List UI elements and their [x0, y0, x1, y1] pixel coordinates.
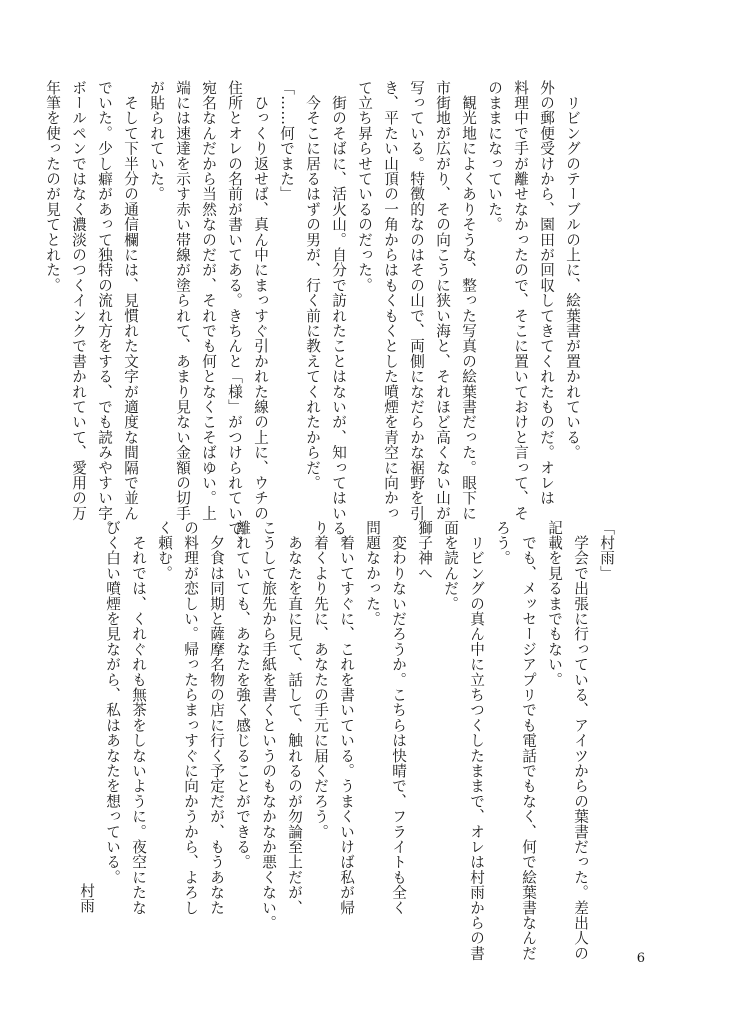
text-line: のままになっていた。 [486, 80, 503, 232]
bottom-text-block [73, 520, 619, 961]
text-line: 端には速達を示す赤い帯線が塗られて、あまり見ない金額の切手 [174, 80, 191, 521]
text-line: 離れていても、あなたを強く感じることができる。 [234, 520, 251, 870]
text-line: り着くより先に、あなたの手元に届くだろう。 [312, 520, 329, 840]
text-line: 料理中で手が離せなかったので、そこに置いておけと言って、そ [512, 80, 529, 521]
text-line: 問題なかった。 [364, 520, 381, 627]
signature: 村雨 [78, 882, 95, 913]
text-line: それでは、くれぐれも無茶をしないように。夜空にたな [130, 520, 147, 916]
text-line: 夕食は同期と薩摩名物の店に行く予定だが、もうあなた [208, 520, 225, 916]
text-line: て立ち昇らせているのだった。 [356, 80, 373, 293]
text-line: 学会で出張に行っている、アイツからの葉書だった。差出人の [572, 520, 589, 961]
text-line: 獅子神へ [416, 520, 433, 581]
text-line: 変わりないだろうか。こちらは快晴で、フライトも全く [390, 520, 407, 916]
text-line: が貼られていた。 [148, 80, 165, 202]
text-line: 「村雨」 [598, 520, 615, 581]
text-line: でいた。少し癖があって独特の流れ方をする、でも読みやすい字。 [96, 80, 113, 536]
text-line: あなたを直に見て、話して、触れるのが勿論至上だが、 [286, 520, 303, 916]
text-line: 住所とオレの名前が書いてある。きちんと「様」がつけられていて、 [226, 80, 243, 552]
text-line: 着いてすぐに、これを書いている。うまくいけば私が帰 [338, 520, 355, 916]
text-line: 街のそばに、活火山。自分で訪れたことはないが、知ってはいる。 [330, 80, 347, 552]
text-line: 宛名なんだから当然なのだが、それでも何となくこそばゆい。上 [200, 80, 217, 521]
text-line: 写っている。特徴的なのはその山で、両側になだらかな裾野を引 [408, 80, 425, 521]
text-line: 今そこに居るはずの男が、行く前に教えてくれたからだ。 [304, 80, 321, 491]
text-line: ボールペンではなく濃淡のつくインクで書かれていて、愛用の万 [70, 80, 87, 521]
text-line: でも、メッセージアプリでも電話でもなく、何で絵葉書なんだ [520, 520, 537, 961]
text-line: そして下半分の通信欄には、見慣れた文字が適度な間隔で並ん [122, 80, 139, 521]
text-line: 観光地によくありそうな、整った写真の絵葉書だった。眼下に [460, 80, 477, 521]
text-line: く頼む。 [156, 520, 173, 581]
text-line: リビングのテーブルの上に、絵葉書が置かれている。 [564, 80, 581, 460]
text-line: びく白い噴煙を見ながら、私はあなたを想っている。 [104, 520, 121, 885]
text-line: き、平たい山頂の一角からはもくもくとした噴煙を青空に向かっ [382, 80, 399, 521]
text-line: 年筆を使ったのが見てとれた。 [44, 80, 61, 293]
text-line: ひっくり返せば、真ん中にまっすぐ引かれた線の上に、ウチの [252, 80, 269, 521]
text-line: 「……何でまた」 [278, 80, 295, 202]
text-line: ろう。 [494, 520, 511, 566]
text-line: こうして旅先から手紙を書くというのもなかなか悪くない。 [260, 520, 277, 931]
text-line: 記載を見るまでもない。 [546, 520, 563, 688]
text-line: の料理が恋しい。帰ったらまっすぐに向かうから、よろし [182, 520, 199, 916]
text-line: 外の郵便受けから、園田が回収してきてくれたものだ。オレは [538, 80, 555, 506]
text-line: リビングの真ん中に立ちつくしたままで、オレは村雨からの書 [468, 520, 485, 961]
page-number: 6 [636, 951, 645, 966]
text-line: 市街地が広がり、その向こうに狭い海と、それほど高くない山が [434, 80, 451, 521]
text-line: 面を読んだ。 [442, 520, 459, 612]
